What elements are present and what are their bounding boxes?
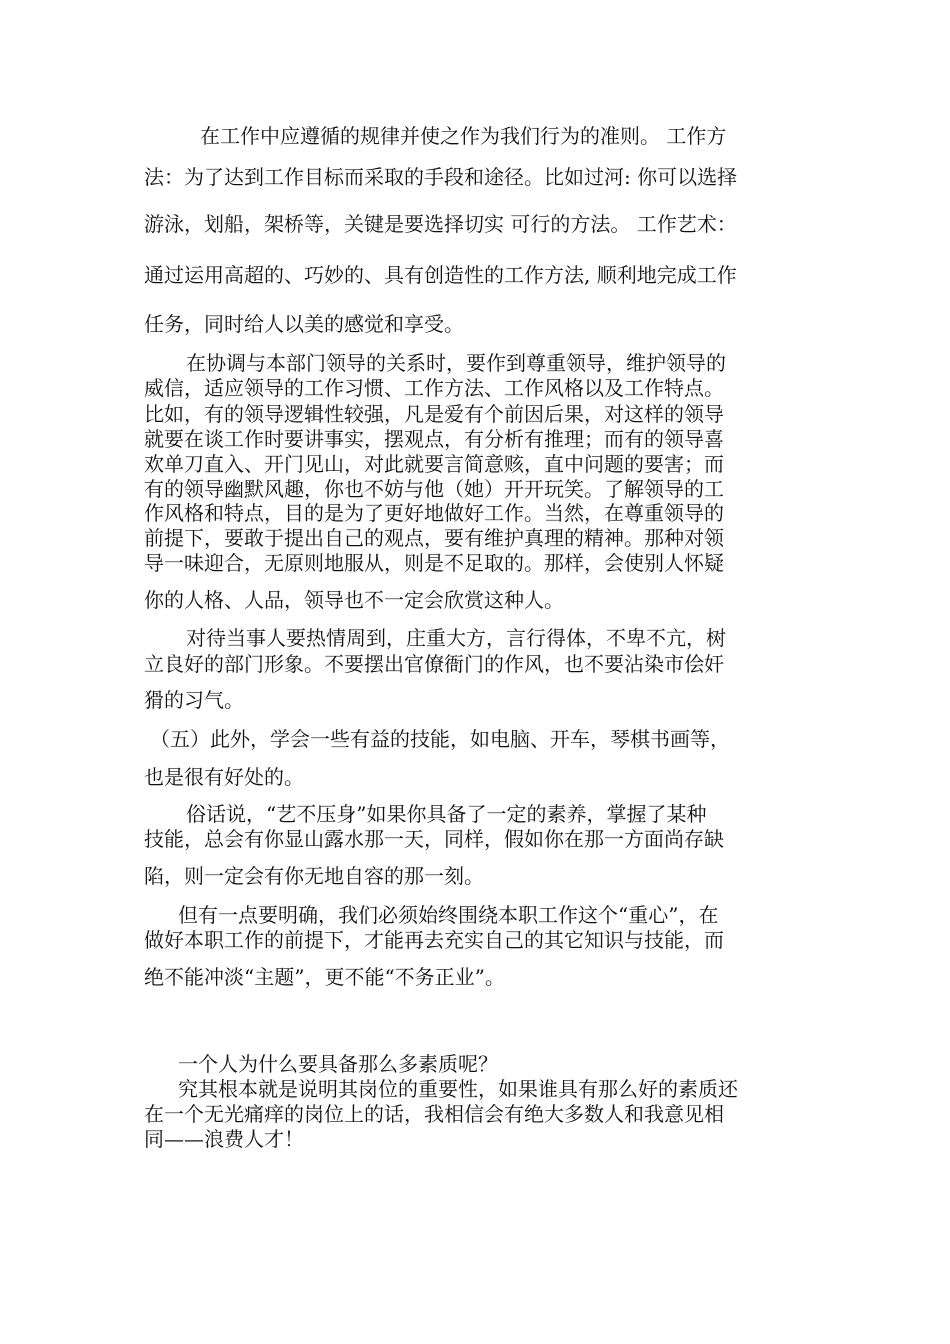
- text-line: 绝不能冲淡“主题”，更不能“不务正业”。: [144, 965, 505, 989]
- text-line: 立良好的部门形象。不要摆出官僚衙门的作风，也不要沾染市侩奸: [144, 652, 724, 676]
- text-line: 猾的习气。: [144, 688, 244, 712]
- text-line: 你的人格、人品，领导也不一定会欣赏这种人。: [144, 588, 564, 612]
- text-line: 威信，适应领导的工作习惯、工作方法、工作风格以及工作特点。: [144, 376, 724, 400]
- text-line: 陷，则一定会有你无地自容的那一刻。: [144, 864, 484, 888]
- text-line: 也是很有好处的。: [144, 765, 304, 789]
- text-line: 法：为了达到工作目标而采取的手段和途径。比如过河: 你可以选择: [144, 165, 738, 189]
- text-line: 通过运用高超的、巧妙的、具有创造性的工作方法, 顺利地完成工作: [144, 263, 737, 287]
- text-line: 对待当事人要热情周到，庄重大方，言行得体，不卑不亢，树: [186, 626, 726, 650]
- text-line: 任务，同时给人以美的感觉和享受。: [144, 312, 464, 336]
- text-line: 究其根本就是说明其岗位的重要性，如果谁具有那么好的素质还: [178, 1077, 738, 1101]
- text-line: 在协调与本部门领导的关系时，要作到尊重领导，维护领导的: [186, 351, 726, 375]
- text-line: 做好本职工作的前提下，才能再去充实自己的其它知识与技能，而: [144, 928, 724, 952]
- text-line: 有的领导幽默风趣，你也不妨与他（她）开开玩笑。了解领导的工: [144, 477, 724, 501]
- text-line: 导一味迎合，无原则地服从，则是不足取的。那样，会使别人怀疑: [144, 551, 724, 575]
- text-line: 同——浪费人才！: [144, 1127, 304, 1151]
- text-line: 前提下，要敢于提出自己的观点，要有维护真理的精神。那种对领: [144, 526, 724, 550]
- text-line: 作风格和特点，目的是为了更好地做好工作。当然，在尊重领导的: [144, 501, 724, 525]
- text-line: （五）此外，学会一些有益的技能，如电脑、开车，琴棋书画等，: [150, 727, 730, 751]
- text-line: 游泳，划船，架桥等，关键是要选择切实 可行的方法。 工作艺术：: [144, 212, 737, 236]
- text-line: 就要在谈工作时要讲事实，摆观点，有分析有推理；而有的领导喜: [144, 427, 724, 451]
- text-line: 欢单刀直入、开门见山，对此就要言简意赅，直中问题的要害；而: [144, 452, 724, 476]
- text-line: 一个人为什么要具备那么多素质呢？: [178, 1052, 498, 1076]
- text-line: 在一个无光痛痒的岗位上的话，我相信会有绝大多数人和我意见相: [144, 1102, 724, 1126]
- text-line: 但有一点要明确，我们必须始终围绕本职工作这个“重心”，在: [178, 903, 719, 927]
- text-line: 比如，有的领导逻辑性较强，凡是爱有个前因后果，对这样的领导: [144, 402, 724, 426]
- text-line: 俗话说，“艺不压身”如果你具备了一定的素养，掌握了某种: [186, 802, 707, 826]
- text-line: 在工作中应遵循的规律并使之作为我们行为的准则。 工作方: [200, 124, 727, 148]
- text-line: 技能，总会有你显山露水那一天，同样，假如你在那一方面尚存缺: [144, 827, 724, 851]
